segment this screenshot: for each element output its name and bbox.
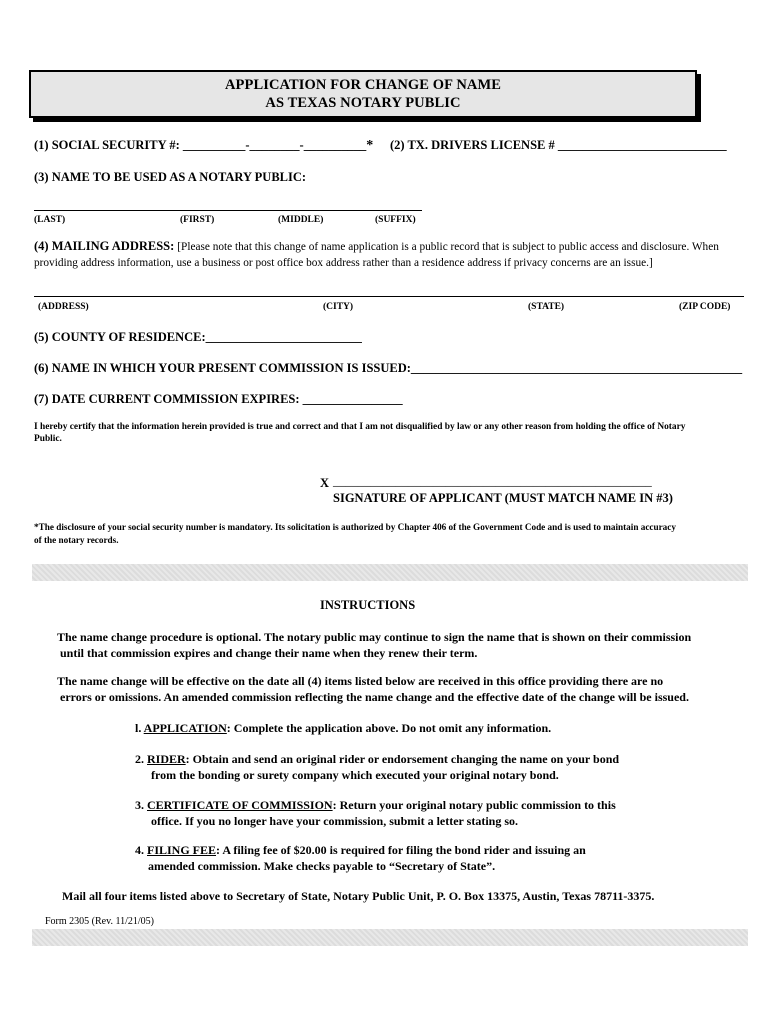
item-2-text: : Obtain and send an original rider or endorsement changing the name on your bond [185,752,620,766]
name-middle-label: (MIDDLE) [278,215,324,225]
zip-code-label: (ZIP CODE) [679,302,731,312]
certification-text-2: Public. [34,434,62,444]
name-first-label: (FIRST) [180,215,215,225]
item-3-number: 3. [135,798,147,812]
instructions-p1-line-2: until that commission expires and change their name when they renew their term. [60,646,478,660]
city-label: (CITY) [323,302,354,312]
mailing-address-note-2: providing address information, use a business or post office box address rather than a residence address if privacy concerns are an issue.] [34,257,653,269]
item-2-title: RIDER [147,752,186,766]
item-4-number: 4. [135,843,147,857]
mailing-address-line[interactable] [34,296,744,297]
certification-text-1: I hereby certify that the information herein provided is true and correct and that I am not disqualified by law or any other reason from holding the office of Notary [34,422,686,432]
item-3-text-line-2: office. If you no longer have your commission, submit a letter stating so. [151,814,518,828]
signature-label: SIGNATURE OF APPLICANT (MUST MATCH NAME IN #3) [333,491,673,505]
item-3-title: CERTIFICATE OF COMMISSION [147,798,333,812]
item-2-number: 2. [135,752,147,766]
item-4-title: FILING FEE [147,843,217,857]
instruction-item-3 [135,797,616,829]
signature-line[interactable]: ___________________________________________________ [333,474,652,488]
instructions-paragraph-1 [57,629,691,661]
item-1-title: APPLICATION [143,721,227,735]
instructions-p1-line-1: The name change procedure is optional. The notary public may continue to sign the name that is shown on their commission [57,630,692,644]
instructions-p2-line-1: The name change will be effective on the date all (4) items listed below are received in this office providing there are no [57,674,664,688]
signature-x-mark: X [320,476,330,490]
footer-band [32,929,748,946]
instructions-heading: INSTRUCTIONS [320,598,416,612]
address-label: (ADDRESS) [38,302,89,312]
present-commission-name-field[interactable]: (6) NAME IN WHICH YOUR PRESENT COMMISSION IS ISSUED:_____________________________________________________ [34,361,743,375]
commission-expires-field[interactable]: (7) DATE CURRENT COMMISSION EXPIRES: ________________ [34,392,403,406]
section-divider-band [32,564,748,581]
ssn-disclosure-text-2: of the notary records. [34,535,119,545]
form-title-line-2: AS TEXAS NOTARY PUBLIC [265,95,461,111]
item-1-number: l. [135,721,144,735]
instructions-paragraph-2 [57,673,689,705]
item-4-text-line-2: amended commission. Make checks payable to “Secretary of State”. [148,859,496,873]
item-1-text: : Complete the application above. Do not omit any information. [226,721,552,735]
mailing-address-label-row [34,239,719,254]
ssn-disclosure-text-1: *The disclosure of your social security number is mandatory. Its solicitation is authorized by Chapter 406 of the Government Code and is used to maintain accuracy [34,522,676,532]
notary-name-label: (3) NAME TO BE USED AS A NOTARY PUBLIC: [34,170,307,184]
ssn-label: (1) SOCIAL SECURITY #: __________-________-__________ [34,138,367,152]
item-3-text: : Return your original notary public commission to this [332,798,616,812]
title-box [29,70,697,118]
item-2-text-line-2: from the bonding or surety company which executed your original notary bond. [151,768,559,782]
ssn-asterisk: * [366,138,374,153]
mailing-address-label: (4) MAILING ADDRESS: [34,239,175,253]
state-label: (STATE) [528,302,565,312]
mail-instructions: Mail all four items listed above to Secretary of State, Notary Public Unit, P. O. Box 13375, Austin, Texas 78711-3375. [62,889,655,903]
instructions-p2-line-2: errors or omissions. An amended commission reflecting the name change and the effective date of the change will be issued. [60,690,689,704]
form-number: Form 2305 (Rev. 11/21/05) [45,916,154,927]
ssn-field[interactable] [34,138,373,154]
instruction-item-1 [135,720,551,736]
form-title-line-1: APPLICATION FOR CHANGE OF NAME [224,77,502,93]
name-suffix-label: (SUFFIX) [375,215,416,225]
name-last-label: (LAST) [34,215,66,225]
item-4-text: : A filing fee of $20.00 is required for filing the bond rider and issuing an [216,843,586,857]
drivers-license-field[interactable]: (2) TX. DRIVERS LICENSE # ___________________________ [390,138,727,152]
instruction-item-2 [135,751,619,783]
county-of-residence-field[interactable]: (5) COUNTY OF RESIDENCE:_________________________ [34,330,362,344]
notary-name-line[interactable] [34,210,422,211]
mailing-address-note-1: [Please note that this change of name application is a public record that is subject to public access and disclosure. When [177,241,719,253]
instruction-item-4 [135,842,586,874]
